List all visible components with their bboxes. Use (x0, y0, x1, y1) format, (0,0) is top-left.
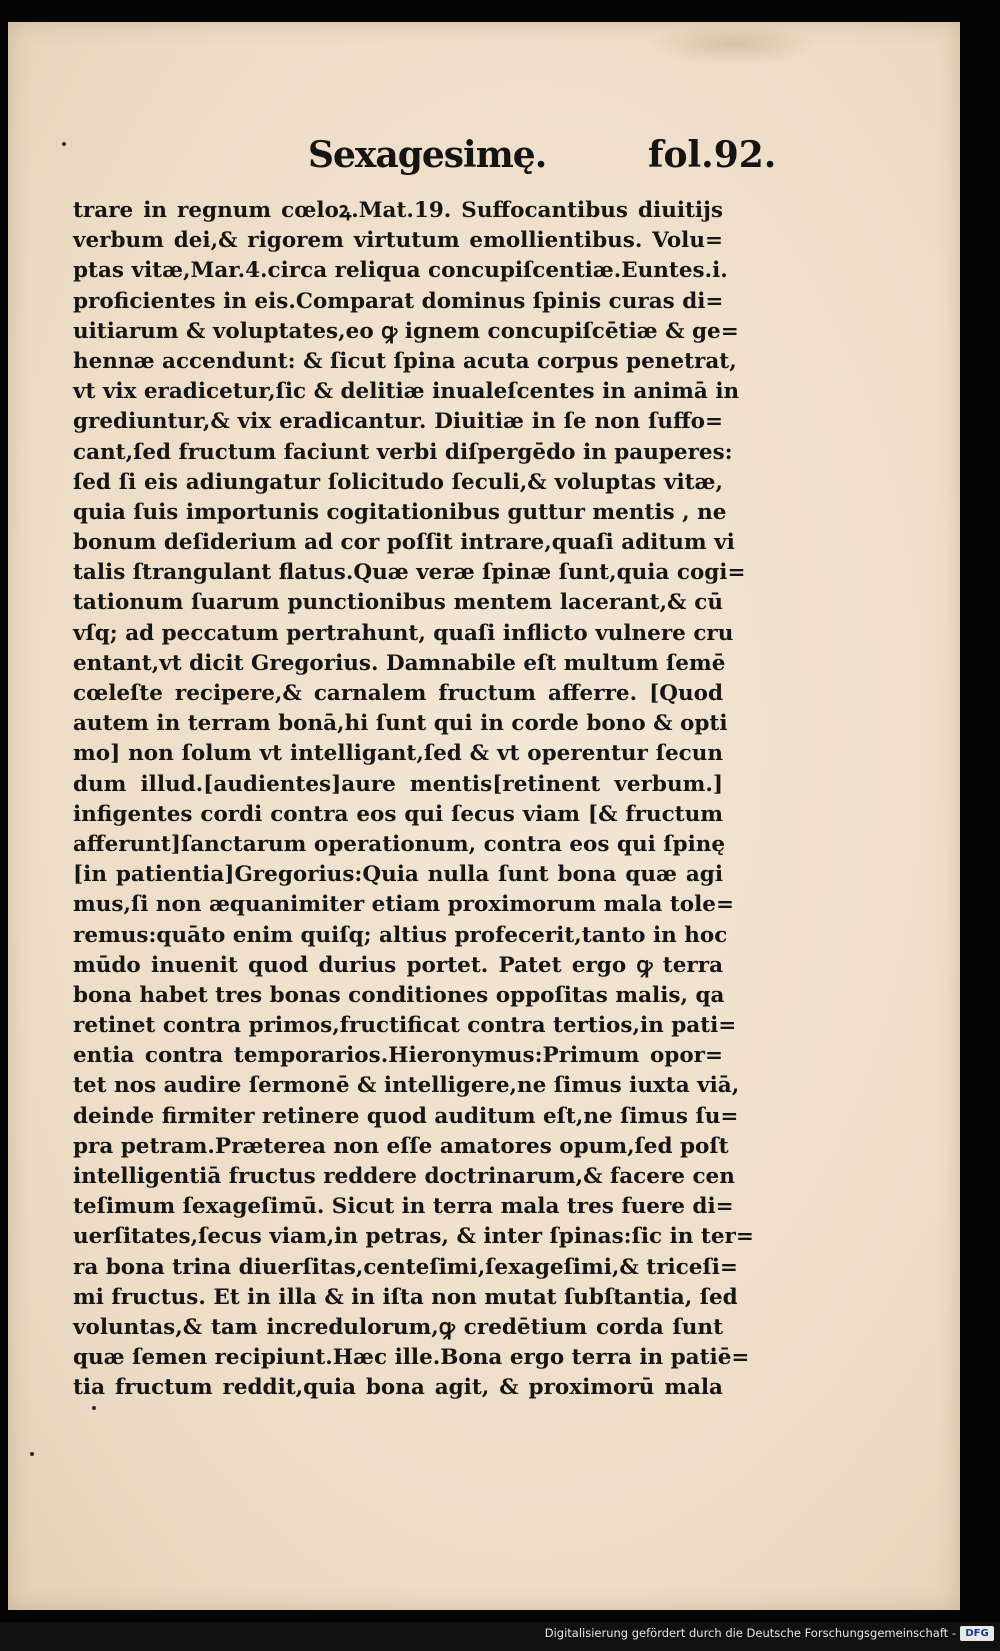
body-text (73, 196, 754, 1404)
footer-bar (0, 1622, 1000, 1651)
text-line: cant,ſed fructum faciunt verbi diſpergēdo in pauperes: (73, 439, 733, 465)
text-line: entant,vt dicit Gregorius. Damnabile eſt multum ſemē (73, 650, 726, 676)
text-line: vſq; ad peccatum pertrahunt, quaſi inflicto vulnere cru (73, 620, 734, 646)
text-line: trare in regnum cœloꝝ.Mat.19. Suffocantibus diuitijs (73, 198, 723, 223)
text-line: afferunt]ſanctarum operationum, contra eos qui ſpinę (73, 831, 726, 857)
text-line: deinde firmiter retinere quod auditum eſt,ne ſimus ſu= (73, 1103, 739, 1129)
page-header (8, 134, 960, 184)
running-title: Sexagesimę. (308, 134, 547, 176)
text-line: tet nos audire ſermonē & intelligere,ne ſimus iuxta viā, (73, 1073, 740, 1099)
paper-stain (648, 22, 818, 66)
text-line: quia ſuis importunis cogitationibus guttur mentis , ne (73, 499, 727, 525)
text-line: proficientes in eis.Comparat dominus ſpinis curas di= (73, 288, 724, 314)
text-line: tia fructum reddit,quia bona agit, & proximorū mala (73, 1375, 723, 1401)
folio-number: fol.92. (648, 134, 777, 176)
text-line: tationum ſuarum punctionibus mentem lacerant,& cū (73, 590, 723, 616)
text-line: remus:quāto enim quiſq; altius profecerit,tanto in hoc (73, 922, 728, 948)
text-line: mus,ſi non æquanimiter etiam proximorum mala tole= (73, 892, 734, 918)
text-line: bona habet tres bonas conditiones oppoſitas malis, qa (73, 982, 725, 1008)
text-line: [in patientia]Gregorius:Quia nulla ſunt bona quæ agi (73, 862, 723, 888)
text-line: retinet contra primos,fructificat contra tertios,in pati= (73, 1013, 737, 1039)
text-line: grediuntur,& vix eradicantur. Diuitiæ in ſe non ſuffo= (73, 409, 723, 435)
text-line: ra bona trina diuerſitas,centeſimi,ſexageſimi,& triceſi= (73, 1254, 738, 1280)
text-line: talis ſtrangulant flatus.Quæ veræ ſpinæ ſunt,quia cogi= (73, 560, 746, 586)
text-line: bonum deſiderium ad cor poſſit intrare,quaſi aditum vi (73, 530, 735, 556)
text-line: quæ ſemen recipiunt.Hæc ille.Bona ergo terra in patiē= (73, 1345, 750, 1371)
text-line: dum illud.[audientes]aure mentis[retinent verbum.] (73, 771, 723, 797)
text-line: uitiarum & voluptates,eo ꝙ ignem concupiſcētiæ & ge= (73, 318, 739, 344)
text-line: vt vix eradicetur,ſic & delitiæ inualeſcentes in animā in (73, 379, 740, 405)
text-line: ptas vitæ,Mar.4.circa reliqua concupiſcentiæ.Euntes.i. (73, 258, 728, 284)
text-line: mi fructus. Et in illa & in iſta non mutat ſubſtantia, ſed (73, 1284, 738, 1310)
text-line: verbum dei,& rigorem virtutum emollientibus. Volu= (73, 228, 723, 254)
text-line: autem in terram bonā,hi ſunt qui in corde bono & opti (73, 711, 728, 737)
text-line: ſed ſi eis adiungatur ſolicitudo ſeculi,& voluptas vitæ, (73, 469, 723, 495)
dfg-logo: DFG (960, 1626, 994, 1641)
text-line: voluntas,& tam incredulorum,ꝙ credētium corda ſunt (73, 1314, 723, 1340)
text-line: pra petram.Præterea non eſſe amatores opum,ſed poſt (73, 1133, 729, 1159)
funding-credit: Digitalisierung gefördert durch die Deutsche Forschungsgemeinschaft - (544, 1626, 956, 1640)
text-line: uerſitates,ſecus viam,in petras, & inter ſpinas:ſic in ter= (73, 1224, 754, 1250)
margin-mark (92, 1406, 96, 1410)
text-line: teſimum ſexageſimū. Sicut in terra mala tres fuere di= (73, 1194, 734, 1220)
text-line: intelligentiā fructus reddere doctrinarum,& facere cen (73, 1164, 735, 1189)
margin-mark (30, 1452, 34, 1456)
book-page (8, 22, 960, 1610)
text-line: entia contra temporarios.Hieronymus:Primum opor= (73, 1043, 723, 1069)
text-line: mūdo inuenit quod durius portet. Patet ergo ꝙ terra (73, 952, 723, 978)
text-line: cœleſte recipere,& carnalem fructum afferre. [Quod (73, 681, 723, 706)
text-line: infigentes cordi contra eos qui ſecus viam [& fructum (73, 801, 723, 827)
text-line: mo] non ſolum vt intelligant,ſed & vt operentur ſecun (73, 741, 723, 767)
text-line: hennæ accendunt: & ſicut ſpina acuta corpus penetrat, (73, 348, 737, 374)
